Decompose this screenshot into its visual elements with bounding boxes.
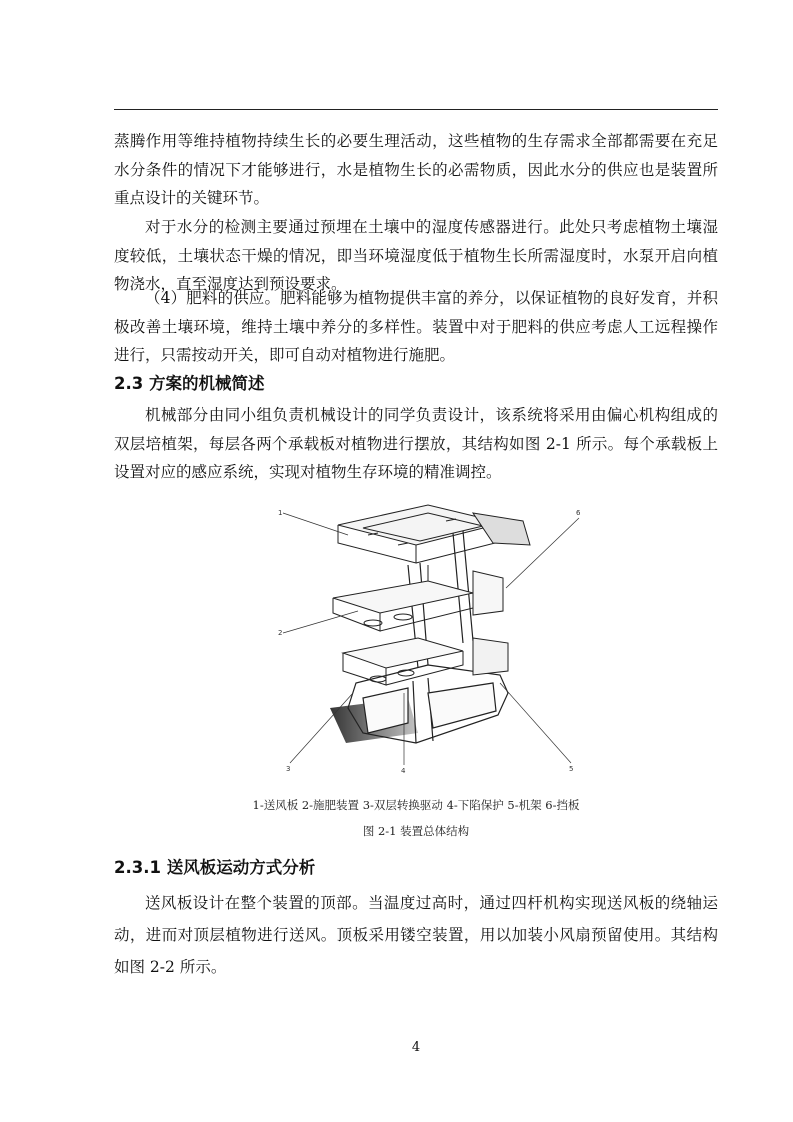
callout-6: 6 [576,509,581,517]
paragraph-water-detection: 对于水分的检测主要通过预埋在土壤中的湿度传感器进行。此处只考虑植物土壤湿度较低，土壤状态干燥的情况，即当环境湿度低于植物生长所需湿度时，水泵开启向植物浇水，直至湿度达到预设要求。 [114,218,718,293]
paragraph-mechanical-overview: 机械部分由同小组负责机械设计的同学负责设计，该系统将采用由偏心机构组成的双层培植架，每层各两个承载板对植物进行摆放，其结构如图 2-1 所示。每个承载板上设置对应的感应系统，实现对植物生存环境的精准调控。 [114,406,718,481]
section-heading-2-3-1: 2.3.1 送风板运动方式分析 [114,858,316,877]
callout-1: 1 [278,509,283,517]
frame-part [348,531,508,743]
device-drawing [268,493,588,778]
lower-tray-part [343,638,508,685]
header-rule [114,109,718,110]
page-number: 4 [411,1040,421,1055]
paragraph-wind-plate: 送风板设计在整个装置的顶部。当温度过高时，通过四杆机构实现送风板的绕轴运动，进而对顶层植物进行送风。顶板采用镂空装置，用以加装小风扇预留使用。其结构如图 2-2 所示。 [114,894,718,976]
figure-caption: 图 2-1 装置总体结构 [362,824,470,838]
figure-legend: 1-送风板 2-施肥装置 3-双层转换驱动 4-下陷保护 5-机架 6-挡板 [252,798,580,812]
callout-3: 3 [286,765,291,773]
wind-plate-part [338,505,530,563]
paragraph-fertilizer-supply: （4）肥料的供应。肥料能够为植物提供丰富的养分，以保证植物的良好发育，并积极改善土壤环境，维持土壤中养分的多样性。装置中对于肥料的供应考虑人工远程操作进行，只需按动开关，即可自动对植物进行施肥。 [114,289,718,364]
paragraph-water-importance: 蒸腾作用等维持植物持续生长的必要生理活动，这些植物的生存需求全部都需要在充足水分条件的情况下才能够进行，水是植物生长的必需物质，因此水分的供应也是装置所重点设计的关键环节。 [114,132,718,207]
section-heading-2-3: 2.3 方案的机械简述 [114,374,265,393]
leader-lines [283,513,579,765]
fertilizer-tray-part [333,565,503,631]
callout-5: 5 [569,765,574,773]
callout-2: 2 [278,629,283,637]
figure-device-structure [268,493,588,778]
callout-4: 4 [401,767,406,775]
